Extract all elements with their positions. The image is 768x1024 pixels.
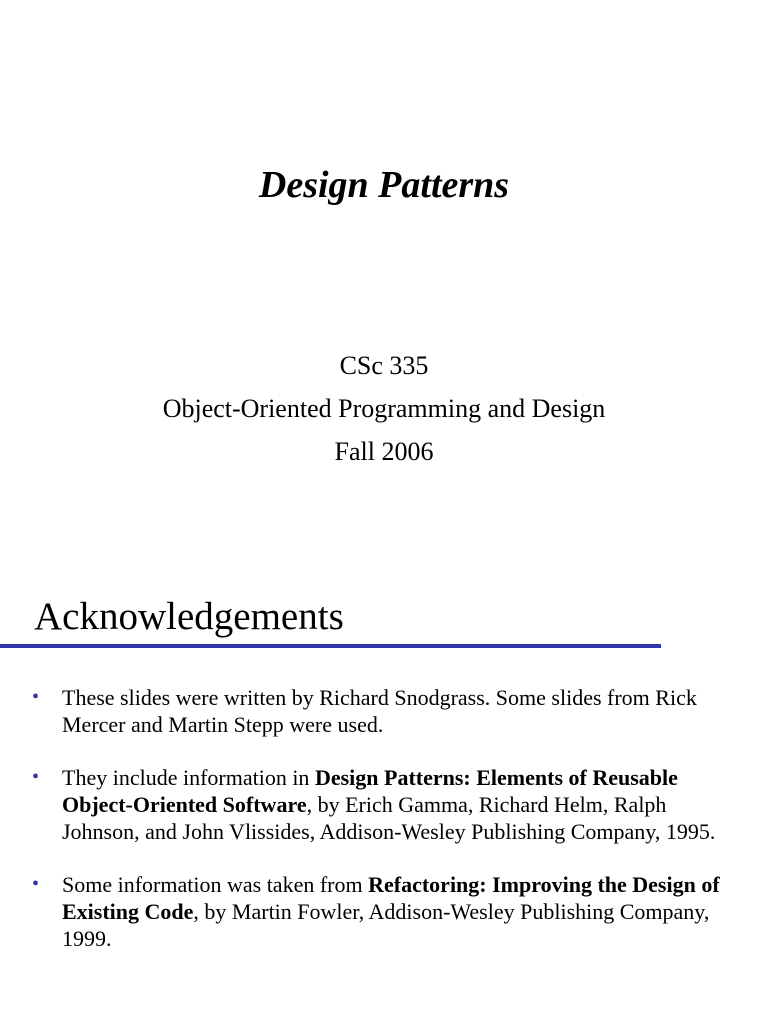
acknowledgements-heading: Acknowledgements xyxy=(34,595,344,638)
bullet-dot-icon: • xyxy=(32,766,40,788)
text-segment: , by Martin Fowler, Addison-Wesley Publishing Company, 1999. xyxy=(62,899,710,951)
acknowledgements-list xyxy=(28,684,738,978)
bullet-dot-icon: • xyxy=(32,686,40,708)
bullet-dot-icon: • xyxy=(32,873,40,895)
slide-title: Design Patterns xyxy=(258,164,510,206)
text-segment: Some information was taken from xyxy=(62,872,369,897)
list-item xyxy=(28,684,738,738)
text-segment: , by Erich Gamma, Richard Helm, Ralph Johnson, and John Vlissides, Addison-Wesley Publishing Company, 1995. xyxy=(62,792,716,844)
course-code: CSc 335 xyxy=(339,351,429,380)
book-title: Refactoring: Improving the Design of Existing Code xyxy=(62,872,720,924)
heading-divider xyxy=(0,644,661,648)
text-segment: They include information in xyxy=(62,765,315,790)
book-title: Design Patterns: Elements of Reusable Object-Oriented Software xyxy=(62,765,678,817)
bullet-text xyxy=(62,765,715,844)
list-item xyxy=(28,764,738,845)
text-segment: These slides were written by Richard Snodgrass. Some slides from Rick Mercer and Martin Stepp were used. xyxy=(62,685,697,737)
bullet-text xyxy=(62,872,720,951)
course-info xyxy=(0,344,768,473)
course-name: Object-Oriented Programming and Design xyxy=(162,394,606,423)
course-term: Fall 2006 xyxy=(334,437,434,466)
list-item xyxy=(28,871,738,952)
bullet-text xyxy=(62,685,697,737)
